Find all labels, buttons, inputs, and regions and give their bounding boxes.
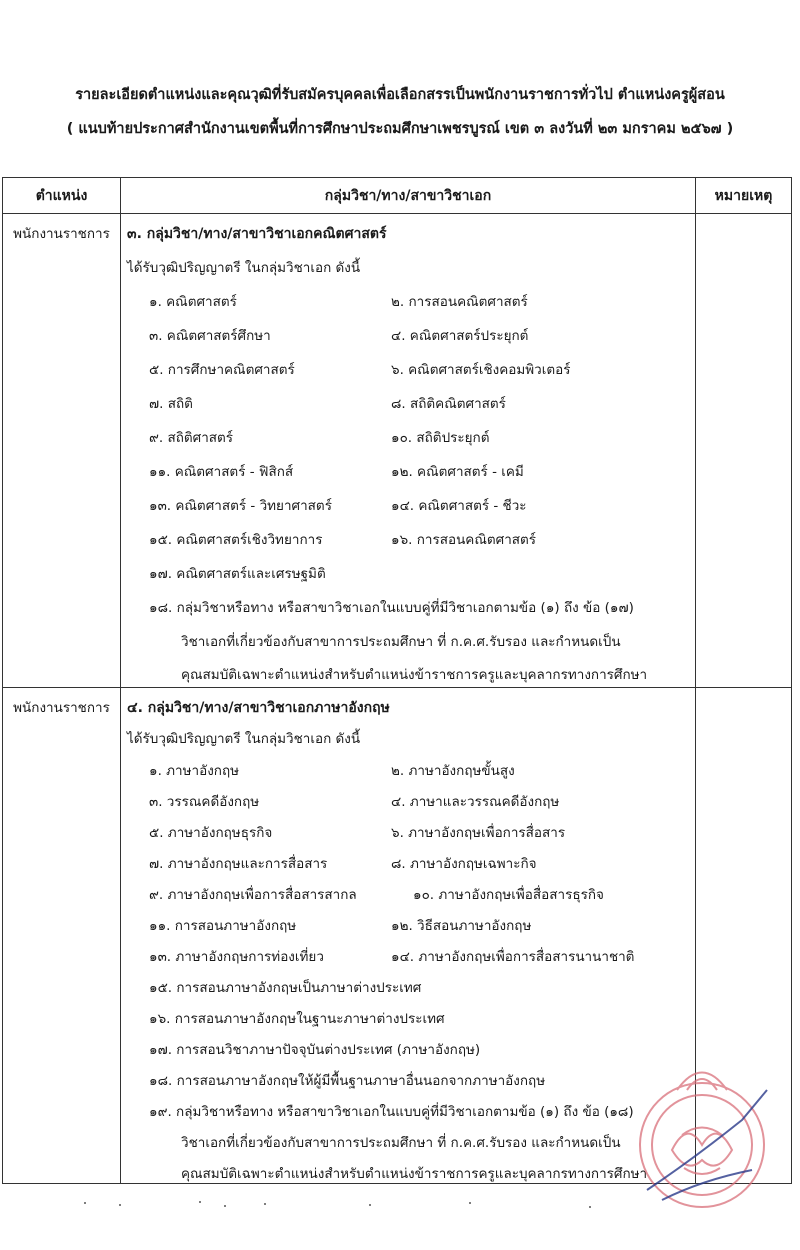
list-item: ๗. ภาษาอังกฤษและการสื่อสาร — [149, 856, 328, 872]
list-item-continued: คุณสมบัติเฉพาะตำแหน่งสำหรับตำแหน่งข้าราชการครูและบุคลากรทางการศึกษา — [181, 667, 648, 683]
header-position: ตำแหน่ง — [3, 178, 121, 214]
list-item: ๑๖. การสอนภาษาอังกฤษในฐานะภาษาต่างประเทศ — [149, 1011, 445, 1027]
list-item: ๔. คณิตศาสตร์ประยุกต์ — [391, 328, 529, 344]
subject-cell — [121, 214, 696, 688]
list-item: ๗. สถิติ — [149, 396, 193, 412]
list-item: ๕. ภาษาอังกฤษธุรกิจ — [149, 825, 273, 841]
list-item: ๓. คณิตศาสตร์ศึกษา — [149, 328, 271, 344]
list-item: ๘. สถิติคณิตศาสตร์ — [391, 396, 506, 412]
list-item: ๒. การสอนคณิตศาสตร์ — [391, 294, 528, 310]
list-item: ๑๙. กลุ่มวิชาหรือทาง หรือสาขาวิชาเอกในแบบคู่ที่มีวิชาเอกตามข้อ (๑) ถึง ข้อ (๑๘) — [149, 1104, 634, 1120]
list-item: ๘. ภาษาอังกฤษเฉพาะกิจ — [391, 856, 537, 872]
list-item: ๙. สถิติศาสตร์ — [149, 430, 234, 446]
list-item: ๑๐. ภาษาอังกฤษเพื่อสื่อสารธุรกิจ — [413, 887, 604, 903]
list-item: ๒. ภาษาอังกฤษขั้นสูง — [391, 763, 515, 779]
scan-speckles — [0, 1195, 620, 1215]
list-item: ๑๐. สถิติประยุกต์ — [391, 430, 490, 446]
list-item: ๑๔. คณิตศาสตร์ - ชีวะ — [391, 498, 527, 514]
list-item: ๓. วรรณคดีอังกฤษ — [149, 794, 260, 810]
remarks-cell — [696, 214, 792, 688]
list-item: ๑๓. คณิตศาสตร์ - วิทยาศาสตร์ — [149, 498, 332, 514]
list-item: ๑๖. การสอนคณิตศาสตร์ — [391, 532, 537, 548]
list-item: ๑๑. คณิตศาสตร์ - ฟิสิกส์ — [149, 464, 294, 480]
list-item: ๑๕. การสอนภาษาอังกฤษเป็นภาษาต่างประเทศ — [149, 980, 422, 996]
header-remarks: หมายเหตุ — [696, 178, 792, 214]
list-item: ๕. การศึกษาคณิตศาสตร์ — [149, 362, 295, 378]
list-item: ๑๗. การสอนวิชาภาษาปัจจุบันต่างประเทศ (ภาษาอังกฤษ) — [149, 1042, 481, 1058]
subject-cell — [121, 688, 696, 1184]
header-subject-group: กลุ่มวิชา/ทาง/สาขาวิชาเอก — [121, 178, 696, 214]
position-cell: พนักงานราชการ — [3, 214, 121, 688]
position-cell: พนักงานราชการ — [3, 688, 121, 1184]
table-header-row — [3, 178, 792, 214]
group-intro: ได้รับวุฒิปริญญาตรี ในกลุ่มวิชาเอก ดังนี้ — [127, 731, 361, 747]
list-item-continued: วิชาเอกที่เกี่ยวข้องกับสาขาการประถมศึกษา ที่ ก.ค.ศ.รับรอง และกำหนดเป็น — [181, 634, 621, 650]
group-title: ๔. กลุ่มวิชา/ทาง/สาขาวิชาเอกภาษาอังกฤษ — [127, 700, 390, 716]
list-item: ๑. ภาษาอังกฤษ — [149, 763, 240, 779]
list-item: ๑๘. กลุ่มวิชาหรือทาง หรือสาขาวิชาเอกในแบบคู่ที่มีวิชาเอกตามข้อ (๑) ถึง ข้อ (๑๗) — [149, 600, 634, 616]
list-item: ๑๒. คณิตศาสตร์ - เคมี — [391, 464, 524, 480]
list-item-continued: คุณสมบัติเฉพาะตำแหน่งสำหรับตำแหน่งข้าราชการครูและบุคลากรทางการศึกษา — [181, 1166, 648, 1182]
list-item-continued: วิชาเอกที่เกี่ยวข้องกับสาขาการประถมศึกษา ที่ ก.ค.ศ.รับรอง และกำหนดเป็น — [181, 1135, 621, 1151]
document-title-line2: ( แนบท้ายประกาศสำนักงานเขตพื้นที่การศึกษาประถมศึกษาเพชรบูรณ์ เขต ๓ ลงวันที่ ๒๓ มกราคม ๒๕๖๗ ) — [66, 121, 734, 137]
group-title: ๓. กลุ่มวิชา/ทาง/สาขาวิชาเอกคณิตศาสตร์ — [127, 226, 387, 242]
official-seal-icon — [632, 1050, 777, 1220]
group-intro: ได้รับวุฒิปริญญาตรี ในกลุ่มวิชาเอก ดังนี้ — [127, 260, 361, 276]
list-item: ๑๘. การสอนภาษาอังกฤษให้ผู้มีพื้นฐานภาษาอื่นนอกจากภาษาอังกฤษ — [149, 1073, 546, 1089]
table-row — [3, 214, 792, 688]
list-item: ๖. ภาษาอังกฤษเพื่อการสื่อสาร — [391, 825, 566, 841]
list-item: ๑๒. วิธีสอนภาษาอังกฤษ — [391, 918, 532, 934]
list-item: ๑. คณิตศาสตร์ — [149, 294, 237, 310]
list-item: ๑๗. คณิตศาสตร์และเศรษฐมิติ — [149, 566, 326, 582]
list-item: ๑๕. คณิตศาสตร์เชิงวิทยาการ — [149, 532, 323, 548]
list-item: ๑๓. ภาษาอังกฤษการท่องเที่ยว — [149, 949, 324, 965]
document-title-line1: รายละเอียดตำแหน่งและคุณวุฒิที่รับสมัครบุคคลเพื่อเลือกสรรเป็นพนักงานราชการทั่วไป ตำแหน่งครูผู้สอน — [75, 87, 725, 103]
list-item: ๙. ภาษาอังกฤษเพื่อการสื่อสารสากล — [149, 887, 357, 903]
qualification-table — [2, 177, 792, 1184]
list-item: ๑๑. การสอนภาษาอังกฤษ — [149, 918, 297, 934]
list-item: ๖. คณิตศาสตร์เชิงคอมพิวเตอร์ — [391, 362, 571, 378]
list-item: ๑๔. ภาษาอังกฤษเพื่อการสื่อสารนานาชาติ — [391, 949, 635, 965]
list-item: ๔. ภาษาและวรรณคดีอังกฤษ — [391, 794, 560, 810]
